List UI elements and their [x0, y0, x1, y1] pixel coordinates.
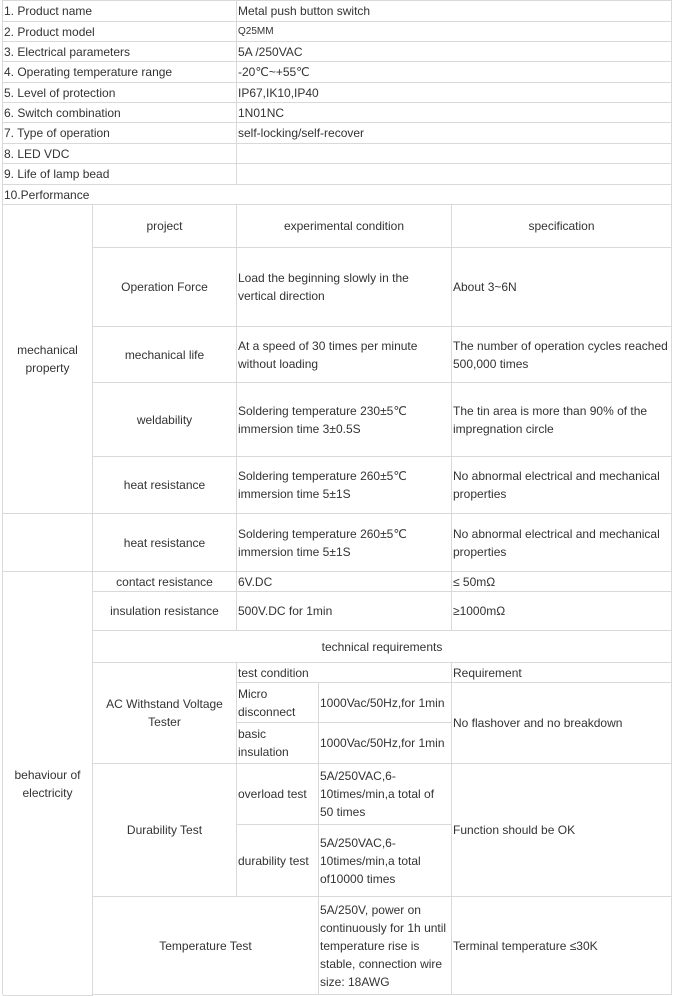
condition-operation-force: Load the beginning slowly in the vertical direction — [237, 248, 452, 327]
spec-label-temperature-range: 4. Operating temperature range — [3, 62, 237, 83]
spec-insulation-resistance: ≥1000mΩ — [452, 592, 672, 631]
temperature-condition: 5A/250V, power on continuously for 1h until temperature rise is stable, connection wire size: 18AWG — [319, 897, 452, 995]
durability-sub-overload-value: 5A/250VAC,6-10times/min,a total of 50 times — [319, 764, 452, 825]
project-insulation-resistance: insulation resistance — [93, 592, 237, 631]
spec-mechanical-life: The number of operation cycles reached 500,000 times — [452, 327, 672, 383]
spec-label-protection: 5. Level of protection — [3, 83, 237, 103]
spec-operation-force: About 3~6N — [452, 248, 672, 327]
ac-sub-micro-disconnect-value: 1000Vac/50Hz,for 1min — [319, 683, 452, 723]
spec-value-product-name: Metal push button switch — [237, 1, 672, 22]
durability-requirement: Function should be OK — [452, 764, 672, 897]
project-operation-force: Operation Force — [93, 248, 237, 327]
spec-value-protection: IP67,IK10,IP40 — [237, 83, 672, 103]
spec-label-product-model: 2. Product model — [3, 22, 237, 42]
header-project: project — [93, 205, 237, 248]
ac-test-condition-header: test condition — [237, 663, 452, 683]
project-temperature-test: Temperature Test — [93, 897, 319, 995]
spec-label-operation-type: 7. Type of operation — [3, 123, 237, 144]
temperature-requirement: Terminal temperature ≤30K — [452, 897, 672, 995]
performance-title: 10.Performance — [3, 185, 672, 205]
spec-value-operation-type: self-locking/self-recover — [237, 123, 672, 144]
spec-table — [2, 0, 672, 995]
spec-value-switch-combination: 1N01NC — [237, 103, 672, 123]
spec-heat-resistance: No abnormal electrical and mechanical properties — [452, 457, 672, 514]
condition-heat-resistance: Soldering temperature 260±5℃ immersion time 5±1S — [237, 457, 452, 514]
header-specification: specification — [452, 205, 672, 248]
project-ac-withstand: AC Withstand Voltage Tester — [93, 663, 237, 764]
ac-requirement-header: Requirement — [452, 663, 672, 683]
condition-heat-resistance-2: Soldering temperature 260±5℃ immersion time 5±1S — [237, 514, 452, 572]
technical-requirements-header: technical requirements — [93, 631, 672, 663]
spec-label-lamp-life: 9. Life of lamp bead — [3, 164, 237, 185]
group-empty — [3, 514, 93, 572]
project-weldability: weldability — [93, 383, 237, 457]
ac-sub-basic-insulation-value: 1000Vac/50Hz,for 1min — [319, 723, 452, 764]
spec-contact-resistance: ≤ 50mΩ — [452, 572, 672, 592]
project-heat-resistance-2: heat resistance — [93, 514, 237, 572]
spec-value-temperature-range: -20℃~+55℃ — [237, 62, 672, 83]
ac-requirement: No flashover and no breakdown — [452, 683, 672, 764]
project-contact-resistance: contact resistance — [93, 572, 237, 592]
spec-label-electrical-parameters: 3. Electrical parameters — [3, 42, 237, 62]
durability-sub-durability-value: 5A/250VAC,6-10times/min,a total of10000 times — [319, 825, 452, 897]
header-experimental-condition: experimental condition — [237, 205, 452, 248]
project-mechanical-life: mechanical life — [93, 327, 237, 383]
spec-value-lamp-life — [237, 164, 672, 185]
spec-label-switch-combination: 6. Switch combination — [3, 103, 237, 123]
condition-mechanical-life: At a speed of 30 times per minute without loading — [237, 327, 452, 383]
spec-heat-resistance-2: No abnormal electrical and mechanical properties — [452, 514, 672, 572]
spec-value-electrical-parameters: 5A /250VAC — [237, 42, 672, 62]
group-mechanical-property: mechanical property — [3, 205, 93, 514]
spec-value-product-model: Q25MM — [237, 22, 672, 42]
spec-label-led-vdc: 8. LED VDC — [3, 144, 237, 164]
spec-value-led-vdc — [237, 144, 672, 164]
durability-sub-overload: overload test — [237, 764, 319, 825]
project-durability-test: Durability Test — [93, 764, 237, 897]
group-behaviour-of-electricity: behaviour of electricity — [3, 572, 93, 996]
condition-contact-resistance: 6V.DC — [237, 572, 452, 592]
durability-sub-durability: durability test — [237, 825, 319, 897]
condition-insulation-resistance: 500V.DC for 1min — [237, 592, 452, 631]
spec-label-product-name: 1. Product name — [3, 1, 237, 22]
ac-sub-basic-insulation: basic insulation — [237, 723, 319, 764]
spec-weldability: The tin area is more than 90% of the impregnation circle — [452, 383, 672, 457]
ac-sub-micro-disconnect: Micro disconnect — [237, 683, 319, 723]
condition-weldability: Soldering temperature 230±5℃ immersion time 3±0.5S — [237, 383, 452, 457]
project-heat-resistance: heat resistance — [93, 457, 237, 514]
